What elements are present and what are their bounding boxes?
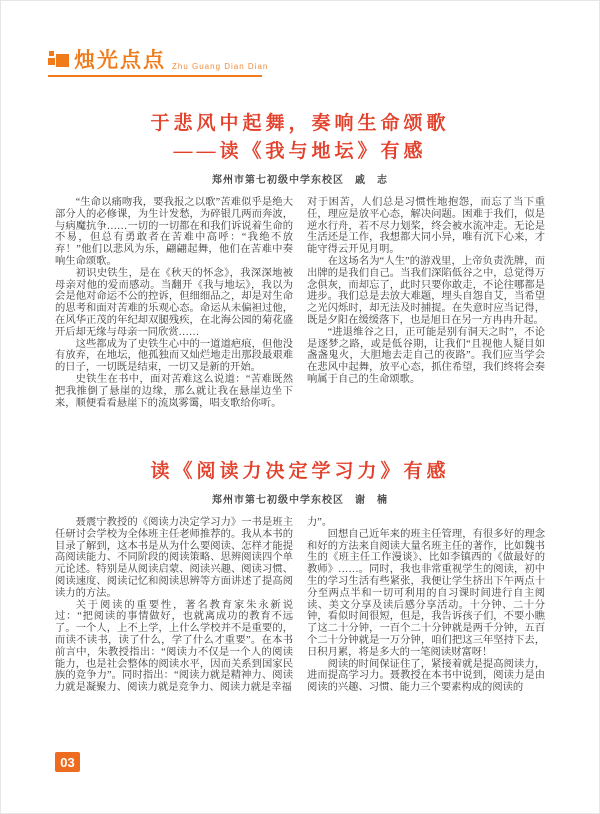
paragraph: 回想自己近年来的班主任管理，有很多好的理念和好的方法来自阅读大量名班主任的著作，比如魏书生的《班主任工作漫谈》、比如李镇西的《做最好的教师》……。同时，我也非常重视学生的阅读，初中生的学习生活有些紧张，我便让学生挤出下午两点十分至两点半和一切可利用的自习课时间进行自主阅读、美文分享及读后感分享活动。十分钟、二十分钟，看似时间很短，但是，我告诉孩子们，不要小瞧了这二十分钟，一百个二十分钟就是两千分钟，五百个二十分钟就是一万分钟，咱们把这三年坚持下去，日积月累，将是多大的一笔阅读财富呀！ [307,528,545,658]
paragraph: 关于阅读的重要性，著名教育家朱永新说过：“把阅读的事情做好，也就离成功的教育不远了。一个人，上不上学，上什么学校并不是重要的，而读不读书，读了什么，学了什么才重要”。在本书前言中，朱教授指出：“阅读力不仅是一个人的阅读能力，也是社会整体的阅读水平，因而关系到国家民族的竞争力”。同时指出：“阅读力就是精神力、阅读力就是凝聚力、阅读力就是竞争力、阅读力就是幸福 [55,599,293,694]
brand-title: 烛光点点 [74,49,166,72]
paragraph: 阅读的时间保证住了，紧接着就是提高阅读力，进而提高学习力。聂教授在本书中说到，阅读力是由阅读的兴趣、习惯、能力三个要素构成的阅读的 [307,658,545,694]
article-2 [55,458,545,694]
paragraph: 史铁生在书中，面对苦难这么说道：“苦难既然把我推倒了悬崖的边缘，那么就让我在悬崖边坐下来，顺便看看悬崖下的流岚雾霭，唱支歌给你听。 [55,373,293,409]
brand-logo-icon [48,50,70,72]
article-2-title: 读《阅读力决定学习力》有感 [150,461,450,482]
brand-underline [48,75,262,77]
article-1-title-line1: 于悲风中起舞，奏响生命颂歌 [150,113,450,134]
paragraph: “进退维谷之日，正可能是别有洞天之时”，不论是逐梦之路，或是低谷期，让我们“且视他人疑目如盏盏鬼火，大胆地去走自己的夜路”。我们应当学会在悲风中起舞，放平心态，抓住希望，我们终将会奏响属于自己的生命颂歌。 [307,326,545,385]
article-1-right-column [307,197,545,409]
paragraph: 力”。 [307,517,333,528]
paragraph: 这些都成为了史铁生心中的一道道疤痕，但他没有放弃，在地坛，他孤独而又灿烂地走出那段最艰难的日子，一切既是结束，一切又是新的开始。 [55,338,293,374]
paragraph: 初识史铁生，是在《秋天的怀念》，我深深地被母亲对他的爱而感动。当翻开《我与地坛》，我以为会是他对命运不公的控诉，但细细品之，却是对生命的思考和面对苦难的乐观心态。命运从未偏袒过他，在风华正茂的年纪却双腿残疾，在北海公园的菊花盛开后却无缘与母亲一同欣赏…… [55,267,293,338]
article-1-title-line2: ——读《我与地坛》有感 [173,141,427,162]
paragraph: 聂震宁教授的《阅读力决定学习力》一书是班主任研讨会学校为全体班主任老师推荐的。我从本书的目录了解到，这本书是从为什么要阅读、怎样才能提高阅读能力、不同阶段的阅读策略、思辨阅读四个单元论述。特别是从阅读启蒙、阅读兴趣、阅读习惯、阅读速度、阅读记忆和阅读思辨等方面讲述了提高阅读力的方法。 [55,517,293,599]
article-1-left-column [55,197,293,409]
page-header [48,50,268,77]
paragraph: 对于困苦，人们总是习惯性地抱怨，而忘了当下重任，理应是放平心态，解决问题。困难于我们，似是逆水行舟，若不尽力划桨，终会被水流冲走。无论是生活还是工作，我想都大同小异，唯有沉下心来，才能守得云开见月明。 [307,197,545,256]
article-2-left-column [55,517,293,694]
article-1 [55,110,545,409]
article-2-right-column [307,517,545,694]
article-2-byline: 郑州市第七初级中学东校区 谢 楠 [212,495,388,506]
paragraph: 在这场名为“人生”的游戏里，上帝负责洗牌，而出牌的是我们自己。当我们深陷低谷之中，总觉得万念俱灰，而却忘了，此时只要你敢走，不论往哪都是进步。我们总是去放大难题，埋头自怨自艾，当希望之光闪烁时，却无法及时捕捉。在失意时应当记得，既是夕阳在缓缓落下，也是旭日在另一方冉冉升起。 [307,255,545,326]
page-number-badge: 03 [55,752,80,772]
brand-pinyin: Zhu Guang Dian Dian [172,62,269,71]
paragraph: “生命以痛吻我，要我报之以歌”苦难似乎是绝大部分人的必修课，为生计发愁，为碎银几两而奔波，与病魔抗争……一切的一切都在和我们诉说着生命的不易，但总有勇敢者在苦难中高呼：“我绝不放弃！”他们以悲风为乐，翩翩起舞，他们在苦难中奏响生命颂歌。 [55,197,293,267]
article-2-body [55,517,545,694]
article-1-byline: 郑州市第七初级中学东校区 戚 志 [212,175,388,186]
article-1-body [55,197,545,409]
